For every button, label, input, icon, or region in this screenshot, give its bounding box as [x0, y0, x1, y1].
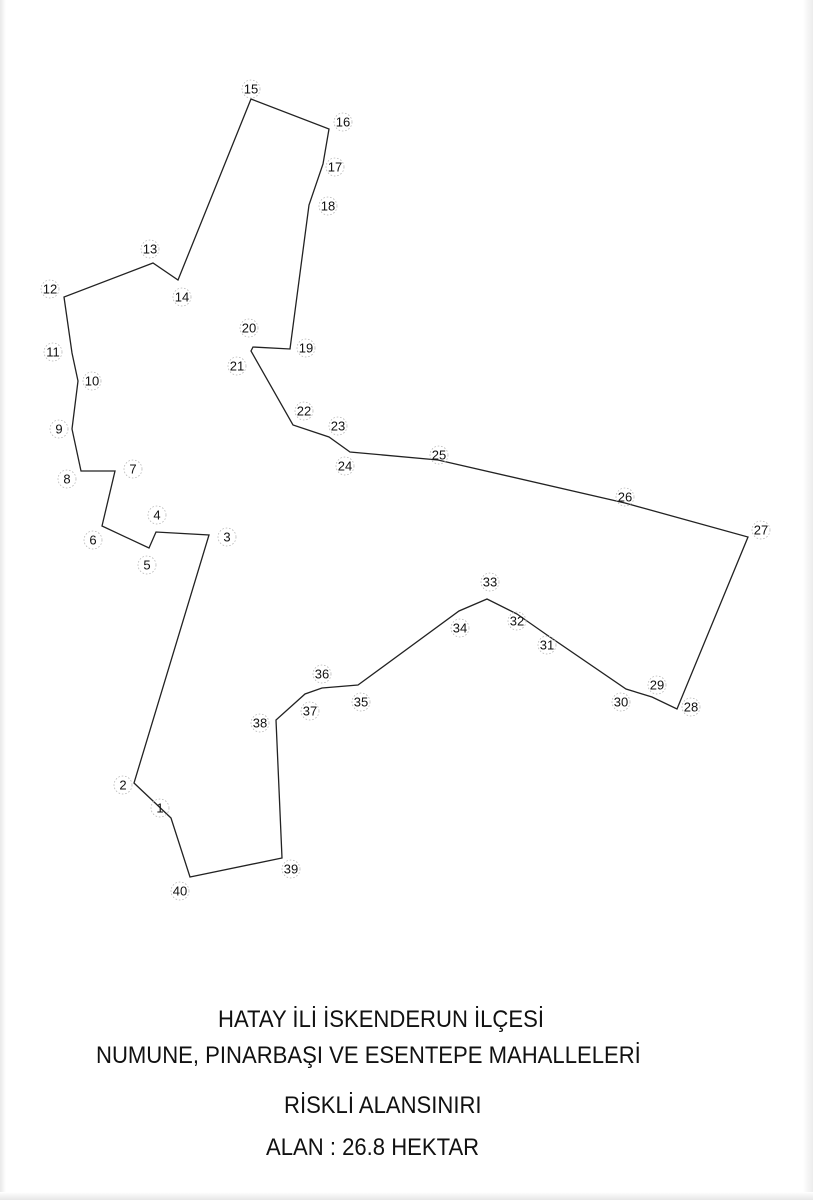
vertex-label-13: 13 — [142, 241, 158, 257]
risk-area-boundary-polygon — [64, 99, 748, 877]
vertex-label-19: 19 — [298, 340, 314, 356]
vertex-25 — [430, 446, 448, 464]
vertex-5 — [138, 556, 156, 574]
vertex-35 — [352, 693, 370, 711]
vertex-label-3: 3 — [223, 529, 231, 545]
vertex-label-40: 40 — [172, 883, 188, 899]
vertex-18 — [319, 197, 337, 215]
vertex-label-1: 1 — [156, 800, 164, 816]
vertex-32 — [508, 612, 526, 630]
vertex-38 — [251, 714, 269, 732]
vertex-20 — [240, 319, 258, 337]
vertex-label-35: 35 — [353, 694, 369, 710]
vertex-label-14: 14 — [174, 289, 190, 305]
vertex-33 — [481, 573, 499, 591]
vertex-6 — [84, 531, 102, 549]
vertex-7 — [124, 460, 142, 478]
vertex-label-10: 10 — [84, 373, 100, 389]
vertex-label-30: 30 — [613, 694, 629, 710]
vertex-10 — [83, 372, 101, 390]
title-neighborhoods: NUMUNE, PINARBAŞI VE ESENTEPE MAHALLELERİ — [96, 1042, 641, 1069]
vertex-label-11: 11 — [46, 344, 60, 360]
vertex-2 — [114, 776, 132, 794]
vertex-30 — [612, 693, 630, 711]
vertex-8 — [58, 470, 76, 488]
vertex-label-22: 22 — [296, 403, 312, 419]
vertex-label-28: 28 — [683, 699, 699, 715]
vertex-label-29: 29 — [649, 677, 665, 693]
vertex-label-31: 31 — [539, 637, 555, 653]
vertex-label-24: 24 — [337, 458, 353, 474]
title-province-district: HATAY İLİ İSKENDERUN İLÇESİ — [218, 1006, 544, 1033]
vertex-1 — [151, 799, 169, 817]
vertex-label-5: 5 — [143, 557, 151, 573]
vertex-label-18: 18 — [320, 198, 336, 214]
vertex-label-39: 39 — [283, 861, 299, 877]
vertex-label-12: 12 — [42, 281, 58, 297]
vertex-label-17: 17 — [327, 159, 343, 175]
vertex-label-16: 16 — [335, 114, 351, 130]
vertex-label-9: 9 — [55, 421, 63, 437]
vertex-label-23: 23 — [330, 418, 346, 434]
vertex-34 — [451, 619, 469, 637]
vertex-label-7: 7 — [129, 461, 137, 477]
title-risk-area-boundary: RİSKLİ ALANSINIRI — [284, 1092, 482, 1119]
vertex-label-15: 15 — [243, 81, 259, 97]
title-area-size: ALAN : 26.8 HEKTAR — [266, 1134, 480, 1161]
vertex-label-32: 32 — [509, 613, 525, 629]
vertex-13 — [141, 240, 159, 258]
vertex-15 — [242, 80, 260, 98]
vertex-22 — [295, 402, 313, 420]
vertex-19 — [297, 339, 315, 357]
vertex-4 — [148, 506, 166, 524]
vertex-label-2: 2 — [119, 777, 127, 793]
vertex-40 — [171, 882, 189, 900]
vertex-28 — [682, 698, 700, 716]
vertex-label-36: 36 — [314, 666, 330, 682]
page-edge-shadow-bottom — [0, 1192, 813, 1200]
vertex-labels — [41, 80, 770, 900]
vertex-16 — [334, 113, 352, 131]
vertex-17 — [326, 158, 344, 176]
vertex-label-38: 38 — [252, 715, 268, 731]
vertex-3 — [218, 528, 236, 546]
vertex-label-33: 33 — [482, 574, 498, 590]
vertex-label-27: 27 — [753, 522, 769, 538]
vertex-27 — [752, 521, 770, 539]
vertex-label-25: 25 — [431, 447, 447, 463]
vertex-9 — [50, 420, 68, 438]
vertex-label-34: 34 — [452, 620, 468, 636]
vertex-29 — [648, 676, 666, 694]
vertex-label-20: 20 — [241, 320, 257, 336]
vertex-31 — [538, 636, 556, 654]
vertex-21 — [228, 357, 246, 375]
vertex-24 — [336, 457, 354, 475]
vertex-label-37: 37 — [302, 703, 318, 719]
vertex-12 — [41, 280, 59, 298]
vertex-label-26: 26 — [617, 489, 633, 505]
vertex-36 — [313, 665, 331, 683]
vertex-11 — [44, 343, 62, 361]
vertex-label-21: 21 — [229, 358, 245, 374]
vertex-23 — [329, 417, 347, 435]
vertex-14 — [173, 288, 191, 306]
vertex-label-4: 4 — [153, 507, 161, 523]
vertex-39 — [282, 860, 300, 878]
vertex-26 — [616, 488, 634, 506]
vertex-label-8: 8 — [63, 471, 71, 487]
map-title-block — [0, 998, 813, 1178]
vertex-37 — [301, 702, 319, 720]
vertex-label-6: 6 — [89, 532, 97, 548]
